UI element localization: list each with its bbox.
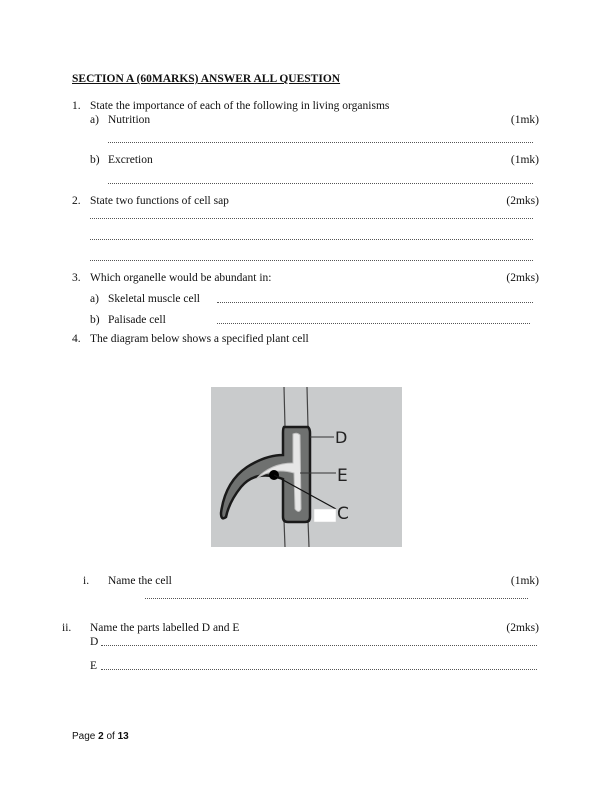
footer-of-word: of xyxy=(106,731,115,742)
q2-answer-line[interactable] xyxy=(90,260,533,261)
q4ii-text: Name the parts labelled D and E xyxy=(90,622,240,634)
q4ii-d-answer-line[interactable] xyxy=(101,645,537,646)
q4ii-marks: (2mks) xyxy=(506,622,539,634)
q1a-label: a) xyxy=(90,114,99,126)
q2-number: 2. xyxy=(72,195,81,207)
section-title: SECTION A (60MARKS) ANSWER ALL QUESTION xyxy=(72,73,341,85)
q4ii-e-answer-line[interactable] xyxy=(101,669,537,670)
q1b-label: b) xyxy=(90,154,100,166)
q3-number: 3. xyxy=(72,272,81,284)
q4ii-e-label: E xyxy=(90,660,98,672)
footer-page-word: Page xyxy=(72,731,96,742)
q2-answer-line[interactable] xyxy=(90,239,533,240)
q4i-text: Name the cell xyxy=(108,575,172,587)
q3a-answer-line[interactable] xyxy=(217,302,533,303)
q1b-answer-line[interactable] xyxy=(108,183,533,184)
q4i-answer-line[interactable] xyxy=(145,598,528,599)
q3a-label: a) xyxy=(90,293,99,305)
q1-number: 1. xyxy=(72,100,81,112)
q1a-answer-line[interactable] xyxy=(108,142,533,143)
q3-marks: (2mks) xyxy=(506,272,539,284)
diagram-label-d: D xyxy=(335,428,348,447)
q3b-answer-line[interactable] xyxy=(217,323,530,324)
q1a-text: Nutrition xyxy=(108,114,151,126)
diagram-label-e: E xyxy=(337,466,348,486)
q4ii-d-label: D xyxy=(90,636,99,648)
q3a-text: Skeletal muscle cell xyxy=(108,293,200,305)
page-footer xyxy=(72,730,129,744)
q2-answer-line[interactable] xyxy=(90,218,533,219)
q1-text: State the importance of each of the following in living organisms xyxy=(90,100,390,112)
footer-page-total: 13 xyxy=(117,731,129,742)
q4-text: The diagram below shows a specified plant cell xyxy=(90,333,309,345)
diagram-label-c: C xyxy=(337,504,349,524)
q4i-marks: (1mk) xyxy=(510,575,539,587)
footer-page-number: 2 xyxy=(98,731,104,742)
q4-number: 4. xyxy=(72,333,81,345)
plant-cell-diagram xyxy=(211,387,402,547)
q1b-marks: (1mk) xyxy=(510,154,539,166)
q1a-marks: (1mk) xyxy=(510,114,539,126)
q4i-number: i. xyxy=(83,575,90,587)
q1b-text: Excretion xyxy=(108,154,153,166)
q3b-text: Palisade cell xyxy=(108,314,166,326)
q2-marks: (2mks) xyxy=(506,195,539,207)
q2-text: State two functions of cell sap xyxy=(90,195,229,207)
q3-text: Which organelle would be abundant in: xyxy=(90,272,272,284)
q3b-label: b) xyxy=(90,314,100,326)
q4ii-number: ii. xyxy=(62,622,72,634)
